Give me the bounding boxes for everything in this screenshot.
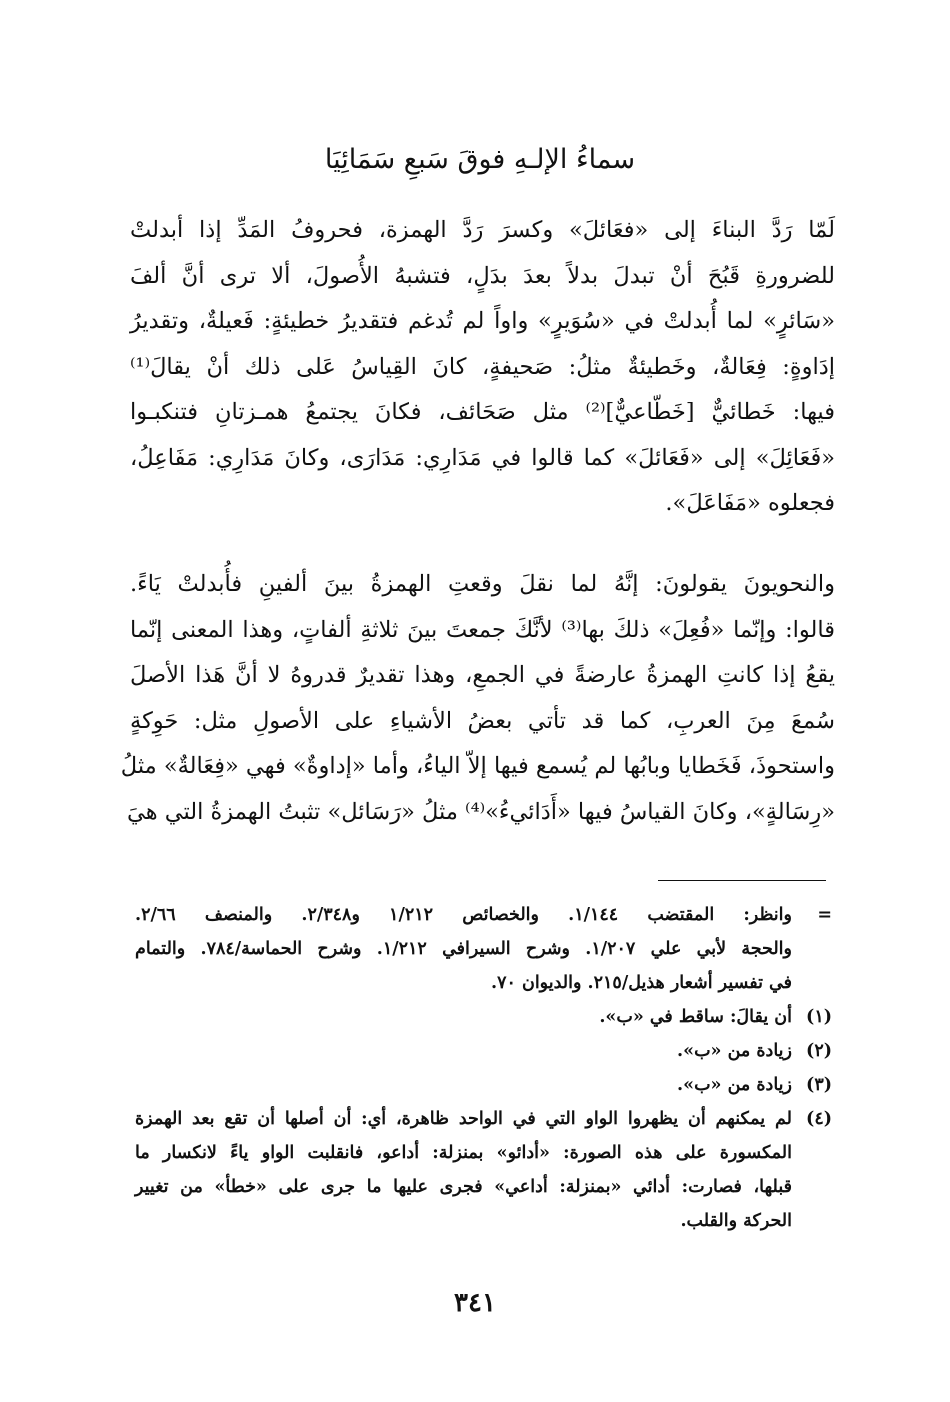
footnote-2 (135, 1034, 832, 1068)
footnote-line: وانظر: المقتضب ١/١٤٤. والخصائص ١/٢١٢ و٢/٣٤٨. والمنصف ٢/٦٦. (135, 905, 792, 925)
footnote-line: زيادة من «ب». (677, 1041, 792, 1061)
text-line: واستحوذَ، فَخَطايا وبابُها لم يُسمع فيها إلاّ الياءُ، وأما «إداوةٌ» فهي «فِعَالةٌ» مثلُ (120, 753, 835, 779)
text-line: للضرورةِ قَبُحَ أنْ تبدلَ بدلاً بعدَ بدَلٍ، فتشبهُ الأُصولَ، ألا ترى أنَّ ألفَ (130, 262, 835, 289)
footnote-4 (135, 1102, 832, 1238)
text-line: يقعُ إذا كانتِ الهمزةُ عارضةً في الجمعِ، وهذا تقديرٌ قدروهُ لا أنَّ هَذا الأصلَ (130, 662, 835, 688)
footnote-line: الحركة والقلب. (680, 1211, 792, 1231)
footnote-marker: = (817, 905, 832, 925)
text-line: سُمعَ مِنَ العربِ، كما قد تأتي بعضُ الأشياءِ على الأصولِ مثل: حَوِكةٍ (130, 707, 835, 734)
paragraph-2 (120, 562, 836, 835)
page-number: ٣٤١ (454, 1288, 496, 1318)
footnote-3 (135, 1068, 832, 1102)
footnote-marker: (٢) (806, 1041, 832, 1061)
text-line: قالوا: وإنّما «فُعِلَ» ذلكَ بها⁽³⁾ لأنَّكَ جمعتَ بينَ ثلاثةِ ألفاتٍ، وهذا المعنى إنّما (130, 616, 836, 643)
text-line: والنحويونَ يقولونَ: إنَّهُ لما نقلَ وقعتِ الهمزةُ بينَ ألفينِ فأُبدلتْ يَاءً. (130, 571, 835, 597)
footnote-1 (135, 1000, 832, 1034)
footnote-line: زيادة من «ب». (677, 1075, 792, 1095)
text-line: إدَاوةٍ: فِعَالةٌ، وخَطيئةٌ مثلُ: صَحيفةٍ، كانَ القِياسُ عَلى ذلك أنْ يقالَ⁽¹⁾ (130, 353, 835, 380)
text-line: «رِسَالةٍ»، وكانَ القياسُ فيها «أَدَائيءُ»⁽⁴⁾ مثلُ «رَسَائل» تثبتُ الهمزةُ التي هيَ (126, 798, 835, 825)
footnote-marker: (١) (806, 1007, 832, 1027)
footnote-divider (658, 880, 826, 881)
paragraph-1 (130, 208, 835, 527)
footnotes (135, 898, 832, 1238)
footnote-line: في تفسير أشعار هذيل/٢١٥. والديوان ٧٠. (490, 973, 792, 993)
footnote-line: والحجة لأبي علي ١/٢٠٧. وشرح السيرافي ١/٢١٢. وشرح الحماسة/٧٨٤. والتمام (135, 939, 792, 959)
text-line: «فَعَائِلَ» إلى «فَعَائلَ» كما قالوا في مَدَارِي: مَدَارَى، وكانَ مَدَارِي: مَفَاعِلُ، (130, 444, 835, 471)
text-line: «سَائرٍ» لما أُبدلتْ في «سُوَيرٍ» واواً لم تُدغم فتقديرُ خطيئةٍ: فَعيلةٌ، وتقديرُ (130, 308, 835, 334)
footnote-marker: (٤) (806, 1109, 832, 1129)
footnote-line: المكسورة على هذه الصورة: «أدائو» بمنزلة: أداعو، فانقلبت الواو ياءً لانكسار ما (135, 1143, 792, 1163)
footnote-line: أن يقالَ: ساقط في «ب». (599, 1007, 792, 1027)
footnote-line: لم يمكنهم أن يظهروا الواو التي في الواحد ظاهرة، أي: أن أصلها أن تقع بعد الهمزة (135, 1109, 792, 1129)
text-line: فيها: خَطائيٌّ [خَطّاعيٌّ]⁽²⁾ مثل صَحَائف، فكانَ يجتمعُ همـزتانِ فتنكبـوا (130, 399, 835, 425)
text-line: لَمّا رَدَّ البناءَ إلى «فعَائلَ» وكسرَ رَدَّ الهمزة، فحروفُ المَدِّ إذا أبدلتْ (130, 217, 835, 243)
footnote-marker: (٣) (806, 1075, 832, 1095)
verse-line: سماءُ الإلـهِ فوقَ سَبعِ سَمَائِيَا (324, 144, 636, 175)
text-line: فجعلوه «مَفَاعَلَ». (665, 490, 835, 516)
footnote-line: قبلها، فصارت: أدائي «بمنزلة: أداعي» فجرى عليها ما جرى على «خطأ» من تغيير (135, 1177, 792, 1197)
footnote-continuation (135, 898, 832, 1000)
